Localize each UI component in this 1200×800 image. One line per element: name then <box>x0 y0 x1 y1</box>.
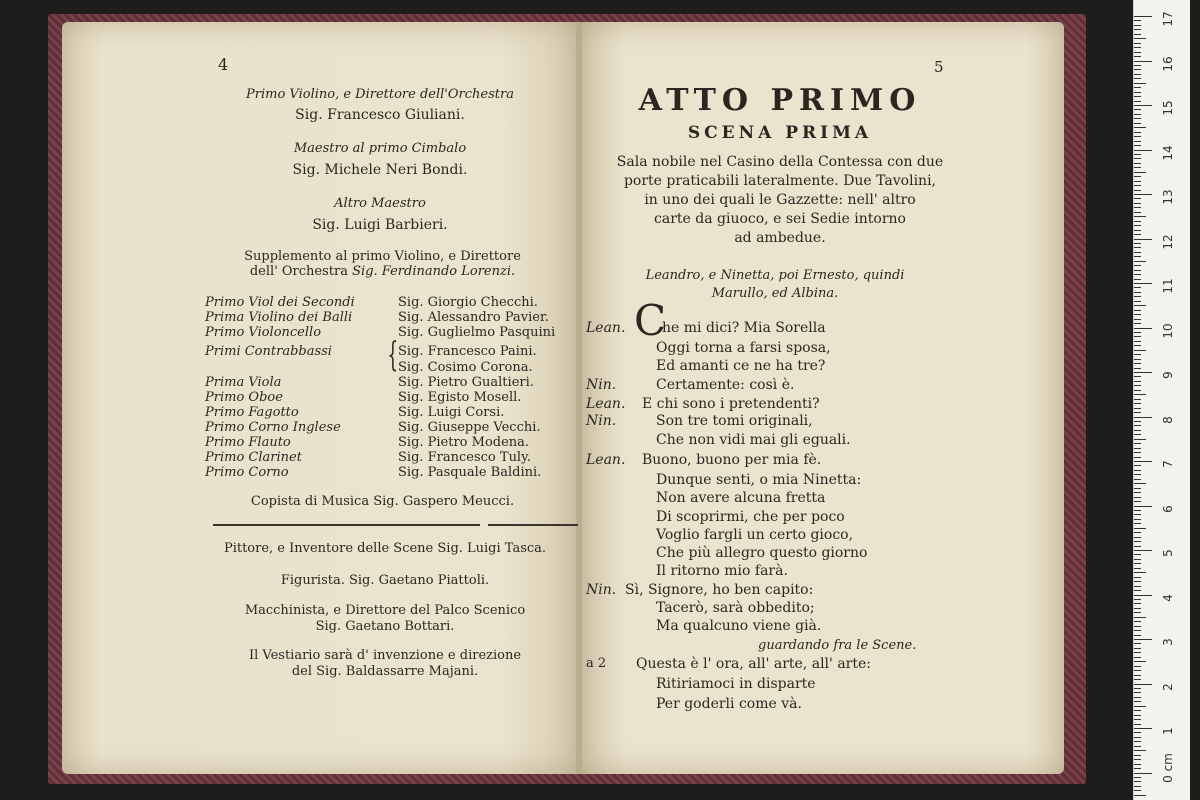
ruler-tick <box>1134 430 1141 431</box>
credit-name: Sig. Luigi Barbieri. <box>312 217 448 233</box>
ruler-tick <box>1134 256 1141 257</box>
ruler-tick <box>1134 154 1141 155</box>
ruler-tick <box>1134 603 1141 604</box>
ruler-tick <box>1134 425 1141 426</box>
ruler-tick <box>1134 399 1141 400</box>
ruler-tick <box>1134 216 1146 217</box>
ruler-tick <box>1134 376 1141 377</box>
speaker-label: Lean. <box>586 320 626 336</box>
ruler-tick <box>1134 546 1141 547</box>
costume-line: Il Vestiario sarà d' invenzione e direzione <box>248 648 522 663</box>
ruler-label: 17 <box>1161 11 1175 27</box>
ruler-tick <box>1134 190 1141 191</box>
orchestra-name: Sig. Alessandro Pavier. <box>398 310 549 325</box>
characters-line: Marullo, ed Albina. <box>711 286 839 301</box>
dialogue-line: Son tre tomi originali, <box>656 413 813 429</box>
orchestra-role: Primo Flauto <box>205 435 291 450</box>
ruler-tick <box>1134 746 1141 747</box>
ruler-label: 7 <box>1161 460 1175 468</box>
dialogue-line: Oggi torna a farsi sposa, <box>656 340 831 356</box>
ruler-tick <box>1134 136 1141 137</box>
dialogue-line: Che più allegro questo giorno <box>656 545 868 561</box>
ruler-tick <box>1134 394 1146 395</box>
divider-rule <box>488 524 578 526</box>
ruler-tick <box>1134 390 1141 391</box>
ruler-tick <box>1134 20 1141 21</box>
costume-line: del Sig. Baldassarre Majani. <box>291 664 479 679</box>
dialogue-line: Tacerò, sarà obbedito; <box>656 600 815 616</box>
ruler-tick <box>1134 559 1141 560</box>
ruler-tick <box>1134 554 1141 555</box>
ruler-tick <box>1134 87 1141 88</box>
ruler-tick <box>1134 145 1141 146</box>
drop-cap: C <box>634 296 667 345</box>
ruler-tick <box>1134 759 1141 760</box>
ruler-tick <box>1134 608 1141 609</box>
ruler-tick <box>1134 261 1146 262</box>
ruler-tick <box>1134 443 1141 444</box>
ruler-tick <box>1134 332 1141 333</box>
ruler-tick <box>1134 372 1152 373</box>
ruler-tick <box>1134 795 1146 796</box>
ruler-tick <box>1134 417 1152 418</box>
setting-line: porte praticabili lateralmente. Due Tavolini, <box>623 173 937 189</box>
ruler-label: 14 <box>1161 144 1175 161</box>
ruler-tick <box>1134 626 1141 627</box>
ruler-tick <box>1134 684 1152 685</box>
credit-role: Altro Maestro <box>334 196 426 211</box>
act-title: ATTO PRIMO <box>638 83 922 118</box>
ruler-tick <box>1134 279 1141 280</box>
ruler-tick <box>1134 292 1141 293</box>
setting-line: ad ambedue. <box>734 230 826 246</box>
orchestra-name: Sig. Cosimo Corona. <box>398 360 533 375</box>
setting-line: carte da giuoco, e sei Sedie intorno <box>654 211 906 227</box>
ruler-tick <box>1134 43 1141 44</box>
ruler-tick <box>1134 710 1141 711</box>
ruler-tick <box>1134 719 1141 720</box>
ruler-label: 6 <box>1161 504 1175 513</box>
ruler-tick <box>1134 750 1146 751</box>
speaker-label: Lean. <box>586 452 626 468</box>
ruler-tick <box>1134 34 1141 35</box>
figurist-line: Figurista. Sig. Gaetano Piattoli. <box>280 573 490 588</box>
dialogue-line: Non avere alcuna fretta <box>656 490 826 506</box>
dialogue-line: Dunque senti, o mia Ninetta: <box>656 472 862 488</box>
ruler-tick <box>1134 497 1141 498</box>
ruler-tick <box>1134 194 1152 195</box>
dialogue-line: he mi dici? Mia Sorella <box>662 320 826 336</box>
ruler-tick <box>1134 777 1141 778</box>
dialogue-line: Ma qualcuno viene già. <box>656 618 822 634</box>
page-number-left: 4 <box>218 55 229 74</box>
final-line: Ritiriamoci in disparte <box>656 676 816 692</box>
ruler-label: 9 <box>1161 371 1175 379</box>
ruler-tick <box>1134 612 1141 613</box>
ruler-tick <box>1134 457 1141 458</box>
ruler-tick <box>1134 150 1152 151</box>
ruler-tick <box>1134 448 1141 449</box>
ruler-tick <box>1134 697 1141 698</box>
speaker-label: Nin. <box>586 377 617 393</box>
ruler-tick <box>1134 523 1141 524</box>
ruler-label: 4 <box>1161 593 1175 602</box>
divider-rule <box>213 524 480 526</box>
ruler-tick <box>1134 207 1141 208</box>
ruler-tick <box>1134 479 1141 480</box>
ruler-tick <box>1134 323 1141 324</box>
ruler-tick <box>1134 105 1152 106</box>
ruler-tick <box>1134 532 1141 533</box>
ruler-tick <box>1134 519 1141 520</box>
ruler-tick <box>1134 296 1141 297</box>
ruler-tick <box>1134 439 1146 440</box>
ruler-tick <box>1134 56 1141 57</box>
ruler-tick <box>1134 363 1141 364</box>
ruler-tick <box>1134 301 1141 302</box>
orchestra-name: Sig. Francesco Paini. <box>398 344 537 359</box>
setting-line: Sala nobile nel Casino della Contessa con due <box>616 154 944 170</box>
ruler-tick <box>1134 141 1141 142</box>
ruler-tick <box>1134 163 1141 164</box>
orchestra-role: Primo Oboe <box>205 390 283 405</box>
ruler-tick <box>1134 118 1141 119</box>
ruler-tick <box>1134 47 1141 48</box>
ruler-tick <box>1134 69 1141 70</box>
ruler-tick <box>1134 412 1141 413</box>
ruler-tick <box>1134 688 1141 689</box>
ruler-tick <box>1134 732 1141 733</box>
ruler-label: 16 <box>1161 55 1175 72</box>
orchestra-role: Prima Violino dei Balli <box>205 310 353 325</box>
ruler-tick <box>1134 621 1141 622</box>
dialogue-line: Ed amanti ce ne ha tre? <box>656 358 826 374</box>
ruler-tick <box>1134 786 1141 787</box>
ruler-tick <box>1134 38 1146 39</box>
ruler-tick <box>1134 563 1141 564</box>
ruler-tick <box>1134 283 1152 284</box>
ruler-label: 2 <box>1161 682 1175 691</box>
ruler-tick <box>1134 61 1152 62</box>
ruler-tick <box>1134 692 1141 693</box>
ruler-tick <box>1134 670 1141 671</box>
ruler-tick <box>1134 167 1141 168</box>
ruler-tick <box>1134 247 1141 248</box>
ruler-tick <box>1134 586 1141 587</box>
ruler-tick <box>1134 666 1141 667</box>
orchestra-name: Sig. Luigi Corsi. <box>398 405 505 420</box>
ruler-tick <box>1134 92 1141 93</box>
ruler-tick <box>1134 537 1141 538</box>
ruler-tick <box>1134 706 1146 707</box>
orchestra-name: Sig. Pasquale Baldini. <box>398 465 542 480</box>
ruler-tick <box>1134 452 1141 453</box>
ruler-tick <box>1134 96 1141 97</box>
dialogue-line: Voglio fargli un certo gioco, <box>656 527 854 543</box>
ruler-tick <box>1134 715 1141 716</box>
ruler-tick <box>1134 239 1152 240</box>
supplement-line <box>190 264 575 279</box>
ruler-tick <box>1134 421 1141 422</box>
ruler-tick <box>1134 403 1141 404</box>
ruler-tick <box>1134 492 1141 493</box>
ruler-tick <box>1134 341 1141 342</box>
ruler-tick <box>1134 768 1141 769</box>
ruler-tick <box>1134 639 1152 640</box>
speaker-label: Nin. <box>586 413 617 429</box>
ruler-tick <box>1134 679 1141 680</box>
ruler-tick <box>1134 701 1141 702</box>
dialogue-line: Certamente: così è. <box>656 377 795 393</box>
ruler-tick <box>1134 29 1141 30</box>
ruler-tick <box>1134 109 1141 110</box>
ruler-tick <box>1134 212 1141 213</box>
supplement-name: Sig. Ferdinando Lorenzi. <box>352 264 516 279</box>
ruler-label: 3 <box>1161 638 1175 646</box>
page-number-right: 5 <box>934 58 944 76</box>
machinist-line: Sig. Gaetano Bottari. <box>315 619 455 634</box>
ruler-tick <box>1134 652 1141 653</box>
ruler-tick <box>1134 506 1152 507</box>
ruler-label: 0 cm <box>1161 752 1175 783</box>
ruler-tick <box>1134 643 1141 644</box>
orchestra-role: Primo Corno <box>205 465 289 480</box>
ruler-tick <box>1134 328 1152 329</box>
ruler-label: 15 <box>1161 100 1175 116</box>
orchestra-name: Sig. Giorgio Checchi. <box>398 295 538 310</box>
a2-label: a 2 <box>586 656 607 671</box>
ruler-tick <box>1134 203 1141 204</box>
ruler-tick <box>1134 132 1141 133</box>
ruler-tick <box>1134 617 1146 618</box>
scene-title: SCENA PRIMA <box>687 123 873 143</box>
credit-role: Primo Violino, e Direttore dell'Orchestra <box>246 87 514 102</box>
ruler-tick <box>1134 648 1141 649</box>
copyist-line: Copista di Musica Sig. Gaspero Meucci. <box>250 494 515 509</box>
dialogue-line: Buono, buono per mia fè. <box>642 452 822 468</box>
ruler-tick <box>1134 470 1141 471</box>
ruler-tick <box>1134 319 1141 320</box>
ruler-tick <box>1134 78 1141 79</box>
ruler-tick <box>1134 265 1141 266</box>
characters-line: Leandro, e Ninetta, poi Ernesto, quindi <box>645 268 905 283</box>
ruler-tick <box>1134 661 1146 662</box>
credit-name: Sig. Michele Neri Bondi. <box>292 162 468 178</box>
orchestra-role: Primo Corno Inglese <box>205 420 341 435</box>
ruler-tick <box>1134 345 1141 346</box>
ruler-label: 10 <box>1161 322 1175 339</box>
ruler-tick <box>1134 123 1141 124</box>
ruler-tick <box>1134 434 1141 435</box>
ruler-tick <box>1134 336 1141 337</box>
orchestra-name: Sig. Pietro Modena. <box>398 435 530 450</box>
ruler-tick <box>1134 381 1141 382</box>
speaker-label: Nin. <box>586 582 617 598</box>
ruler-tick <box>1134 230 1141 231</box>
ruler-tick <box>1134 737 1141 738</box>
ruler-tick <box>1134 83 1146 84</box>
ruler-tick <box>1134 577 1141 578</box>
ruler-tick <box>1134 595 1152 596</box>
orchestra-role: Primo Violoncello <box>205 325 322 340</box>
ruler-tick <box>1134 635 1141 636</box>
ruler-tick <box>1134 314 1141 315</box>
measurement-ruler <box>1133 0 1190 800</box>
ruler-tick <box>1134 581 1141 582</box>
orchestra-name: Sig. Pietro Gualtieri. <box>398 375 534 390</box>
orchestra-role: Primo Viol dei Secondi <box>205 295 355 310</box>
ruler-tick <box>1134 359 1141 360</box>
ruler-tick <box>1134 65 1141 66</box>
ruler-label: 12 <box>1161 233 1175 250</box>
ruler-tick <box>1134 550 1152 551</box>
ruler-tick <box>1134 270 1141 271</box>
painter-line: Pittore, e Inventore delle Scene Sig. Luigi Tasca. <box>223 541 547 556</box>
machinist-line: Macchinista, e Direttore del Palco Scenico <box>244 603 526 618</box>
dialogue-line: Di scoprirmi, che per poco <box>656 509 845 525</box>
ruler-tick <box>1134 74 1141 75</box>
brace: { <box>387 335 399 375</box>
dialogue-line: Che non vidi mai gli eguali. <box>656 432 851 448</box>
ruler-tick <box>1134 252 1141 253</box>
ruler-tick <box>1134 274 1141 275</box>
ruler-tick <box>1134 101 1141 102</box>
ruler-tick <box>1134 158 1141 159</box>
ruler-tick <box>1134 741 1141 742</box>
ruler-tick <box>1134 176 1141 177</box>
final-line: Questa è l' ora, all' arte, all' arte: <box>636 656 871 672</box>
supplement-line: Supplemento al primo Violino, e Direttore <box>244 249 521 264</box>
orchestra-role: Prima Viola <box>205 375 282 390</box>
ruler-tick <box>1134 590 1141 591</box>
ruler-tick <box>1134 514 1141 515</box>
ruler-tick <box>1134 198 1141 199</box>
ruler-tick <box>1134 599 1141 600</box>
ruler-tick <box>1134 773 1152 774</box>
ruler-tick <box>1134 181 1141 182</box>
ruler-tick <box>1134 675 1141 676</box>
ruler-tick <box>1134 541 1141 542</box>
ruler-tick <box>1134 127 1146 128</box>
ruler-tick <box>1134 474 1141 475</box>
ruler-tick <box>1134 568 1141 569</box>
ruler-tick <box>1134 483 1146 484</box>
ruler-label: 5 <box>1161 549 1175 557</box>
ruler-tick <box>1134 225 1141 226</box>
ruler-tick <box>1134 234 1141 235</box>
credit-name: Sig. Francesco Giuliani. <box>295 107 465 123</box>
ruler-tick <box>1134 305 1146 306</box>
ruler-tick <box>1134 764 1141 765</box>
orchestra-role: Primi Contrabbassi <box>205 344 332 359</box>
ruler-tick <box>1134 16 1152 17</box>
ruler-tick <box>1134 287 1141 288</box>
ruler-tick <box>1134 350 1146 351</box>
orchestra-role: Primo Fagotto <box>205 405 299 420</box>
ruler-tick <box>1134 354 1141 355</box>
ruler-tick <box>1134 657 1141 658</box>
speaker-label: Lean. <box>586 396 626 412</box>
ruler-tick <box>1134 310 1141 311</box>
ruler-tick <box>1134 385 1141 386</box>
ruler-tick <box>1134 630 1141 631</box>
orchestra-name: Sig. Egisto Mosell. <box>398 390 522 405</box>
ruler-tick <box>1134 243 1141 244</box>
dialogue-line: Il ritorno mio farà. <box>656 563 788 579</box>
stage-direction: guardando fra le Scene. <box>758 638 917 653</box>
ruler-label: 13 <box>1161 189 1175 205</box>
credit-role: Maestro al primo Cimbalo <box>293 141 467 156</box>
ruler-tick <box>1134 572 1146 573</box>
ruler-label: 8 <box>1161 415 1175 424</box>
ruler-tick <box>1134 52 1141 53</box>
ruler-tick <box>1134 510 1141 511</box>
ruler-tick <box>1134 368 1141 369</box>
ruler-tick <box>1134 781 1141 782</box>
setting-line: in uno dei quali le Gazzette: nell' altro <box>644 192 916 208</box>
ruler-tick <box>1134 465 1141 466</box>
orchestra-name: Sig. Francesco Tuly. <box>398 450 531 465</box>
ruler-tick <box>1134 501 1141 502</box>
ruler-tick <box>1134 408 1141 409</box>
orchestra-role: Primo Clarinet <box>205 450 302 465</box>
ruler-tick <box>1134 724 1141 725</box>
ruler-label: 1 <box>1161 727 1175 735</box>
orchestra-name: Sig. Guglielmo Pasquini <box>398 325 556 340</box>
ruler-tick <box>1134 488 1141 489</box>
final-line: Per goderli come và. <box>656 696 802 712</box>
dialogue-line: Sì, Signore, ho ben capito: <box>625 582 814 598</box>
ruler-tick <box>1134 221 1141 222</box>
ruler-label: 11 <box>1161 278 1175 294</box>
ruler-tick <box>1134 755 1141 756</box>
supplement-prefix: dell' Orchestra <box>249 264 348 279</box>
ruler-tick <box>1134 172 1146 173</box>
ruler-tick <box>1134 528 1146 529</box>
orchestra-name: Sig. Giuseppe Vecchi. <box>398 420 541 435</box>
ruler-tick <box>1134 790 1141 791</box>
dialogue-line: E chi sono i pretendenti? <box>642 396 820 412</box>
ruler-tick <box>1134 114 1141 115</box>
ruler-tick <box>1134 461 1152 462</box>
ruler-tick <box>1134 185 1141 186</box>
ruler-tick <box>1134 728 1152 729</box>
ruler-tick <box>1134 25 1141 26</box>
